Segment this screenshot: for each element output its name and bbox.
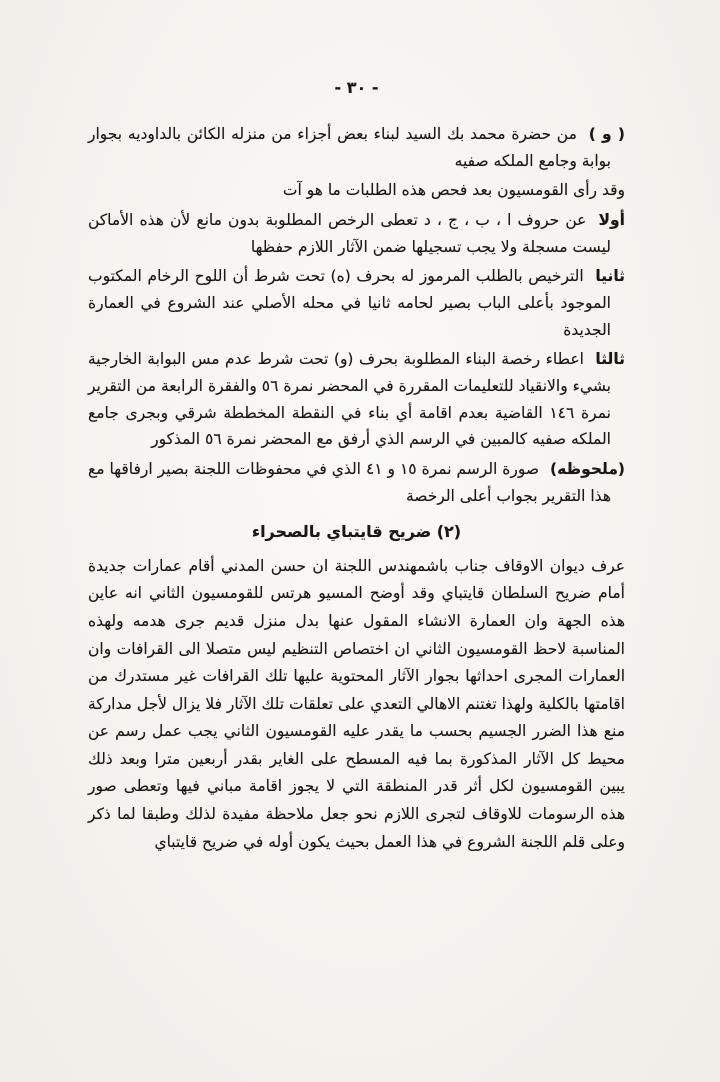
second-text: الترخيص بالطلب المرموز له بحرف (ه) تحت شرط أن اللوح الرخام المكتوب الموجود بأعلى الباب بصير لحامه ثانيا في محله الأصلي عند الشروع في العمارة الجديدة: [88, 267, 611, 339]
note-label: (ملحوظه): [550, 459, 626, 478]
third-label: ثالثا: [595, 350, 625, 369]
paragraph-item-w: [88, 121, 625, 174]
paragraph-note: [88, 456, 625, 509]
first-text: عن حروف ا ، ب ، ج ، د تعطى الرخص المطلوبة بدون مانع لأن هذه الأماكن ليست مسجلة ولا يجب تسجيلها ضمن الآثار اللازم حفظها: [88, 210, 611, 256]
item-w-text: من حضرة محمد بك السيد لبناء بعض أجزاء من منزله الكائن بالداوديه بجوار بوابة وجامع الملكه صفيه: [88, 125, 611, 170]
first-label: أولا: [598, 210, 625, 229]
paragraph-third: [88, 346, 625, 453]
item-w-label: ( و ): [588, 125, 625, 143]
note-text: صورة الرسم نمرة ١٥ و ٤١ الذي في محفوظات اللجنة بصير ارفاقها مع هذا التقرير بجواب أعلى الرخصة: [88, 459, 611, 505]
commission-intro-line: وقد رأى القومسيون بعد فحص هذه الطلبات ما هو آت: [282, 181, 625, 200]
paragraph-second: [88, 263, 625, 343]
paragraph-first: [88, 207, 625, 260]
third-text: اعطاء رخصة البناء المطلوبة بحرف (و) تحت شرط عدم مس البوابة الخارجية بشيء والانقياد للتعليمات المقررة في المحضر نمرة ٥٦ والفقرة الرابعة من التقرير نمرة ١٤٦ القاضية بعدم اقامة أي بناء في النقطة المخططة شرقي وبجرى جامع الملكه صفيه كالمبين في الرسم الذي أرفق مع المحضر نمرة ٥٦ المذكور: [88, 350, 611, 449]
section-2-body: عرف ديوان الاوقاف جناب باشمهندس اللجنة ان حسن المدني أقام عمارات جديدة أمام ضريح السلطان قايتباي وقد أوضح المسيو هرتس للقومسيون الثاني انه عاين هذه الجهة وان العمارة الانشاء المقول عنها بدل منزل قديم جرى هدمه ولهذه المناسبة لاحظ القومسيون الثاني ان اختصاص التنظيم ليس متصلا الى القرافات وان العمارات المجرى احداثها بجوار الآثار المحتوية عليها تلك القرافات غير مستدرك من اقامتها بالكلية ولهذا تغتنم الاهالي التعدي على تعلقات تلك الآثار فلا يزال لأجل مداركة منع هذا الضرر الجسيم بحسب ما يقدر عليه القومسيون الثاني يجب عمل رسم عن محيط كل الآثار المذكورة بما فيه المسطح على الغاير بقدر أربعين مترا وبعد ذلك يبين القومسيون لكل أثر قدر المنطقة التي لا يجوز اقامة مباني فيها وتعطى صور هذه الرسومات للاوقاف لتجرى اللازم نحو جعل ملاحظة مفيدة لذلك وطبقا لما ذكر وعلى قلم اللجنة الشروع في هذا العمل بحيث يكون أوله في ضريح قايتباي: [88, 556, 625, 851]
page-number: - ٣٠ -: [334, 78, 379, 97]
second-label: ثانيا: [595, 267, 625, 286]
section-2-heading: (٢) ضريح قايتباي بالصحراء: [251, 522, 462, 542]
